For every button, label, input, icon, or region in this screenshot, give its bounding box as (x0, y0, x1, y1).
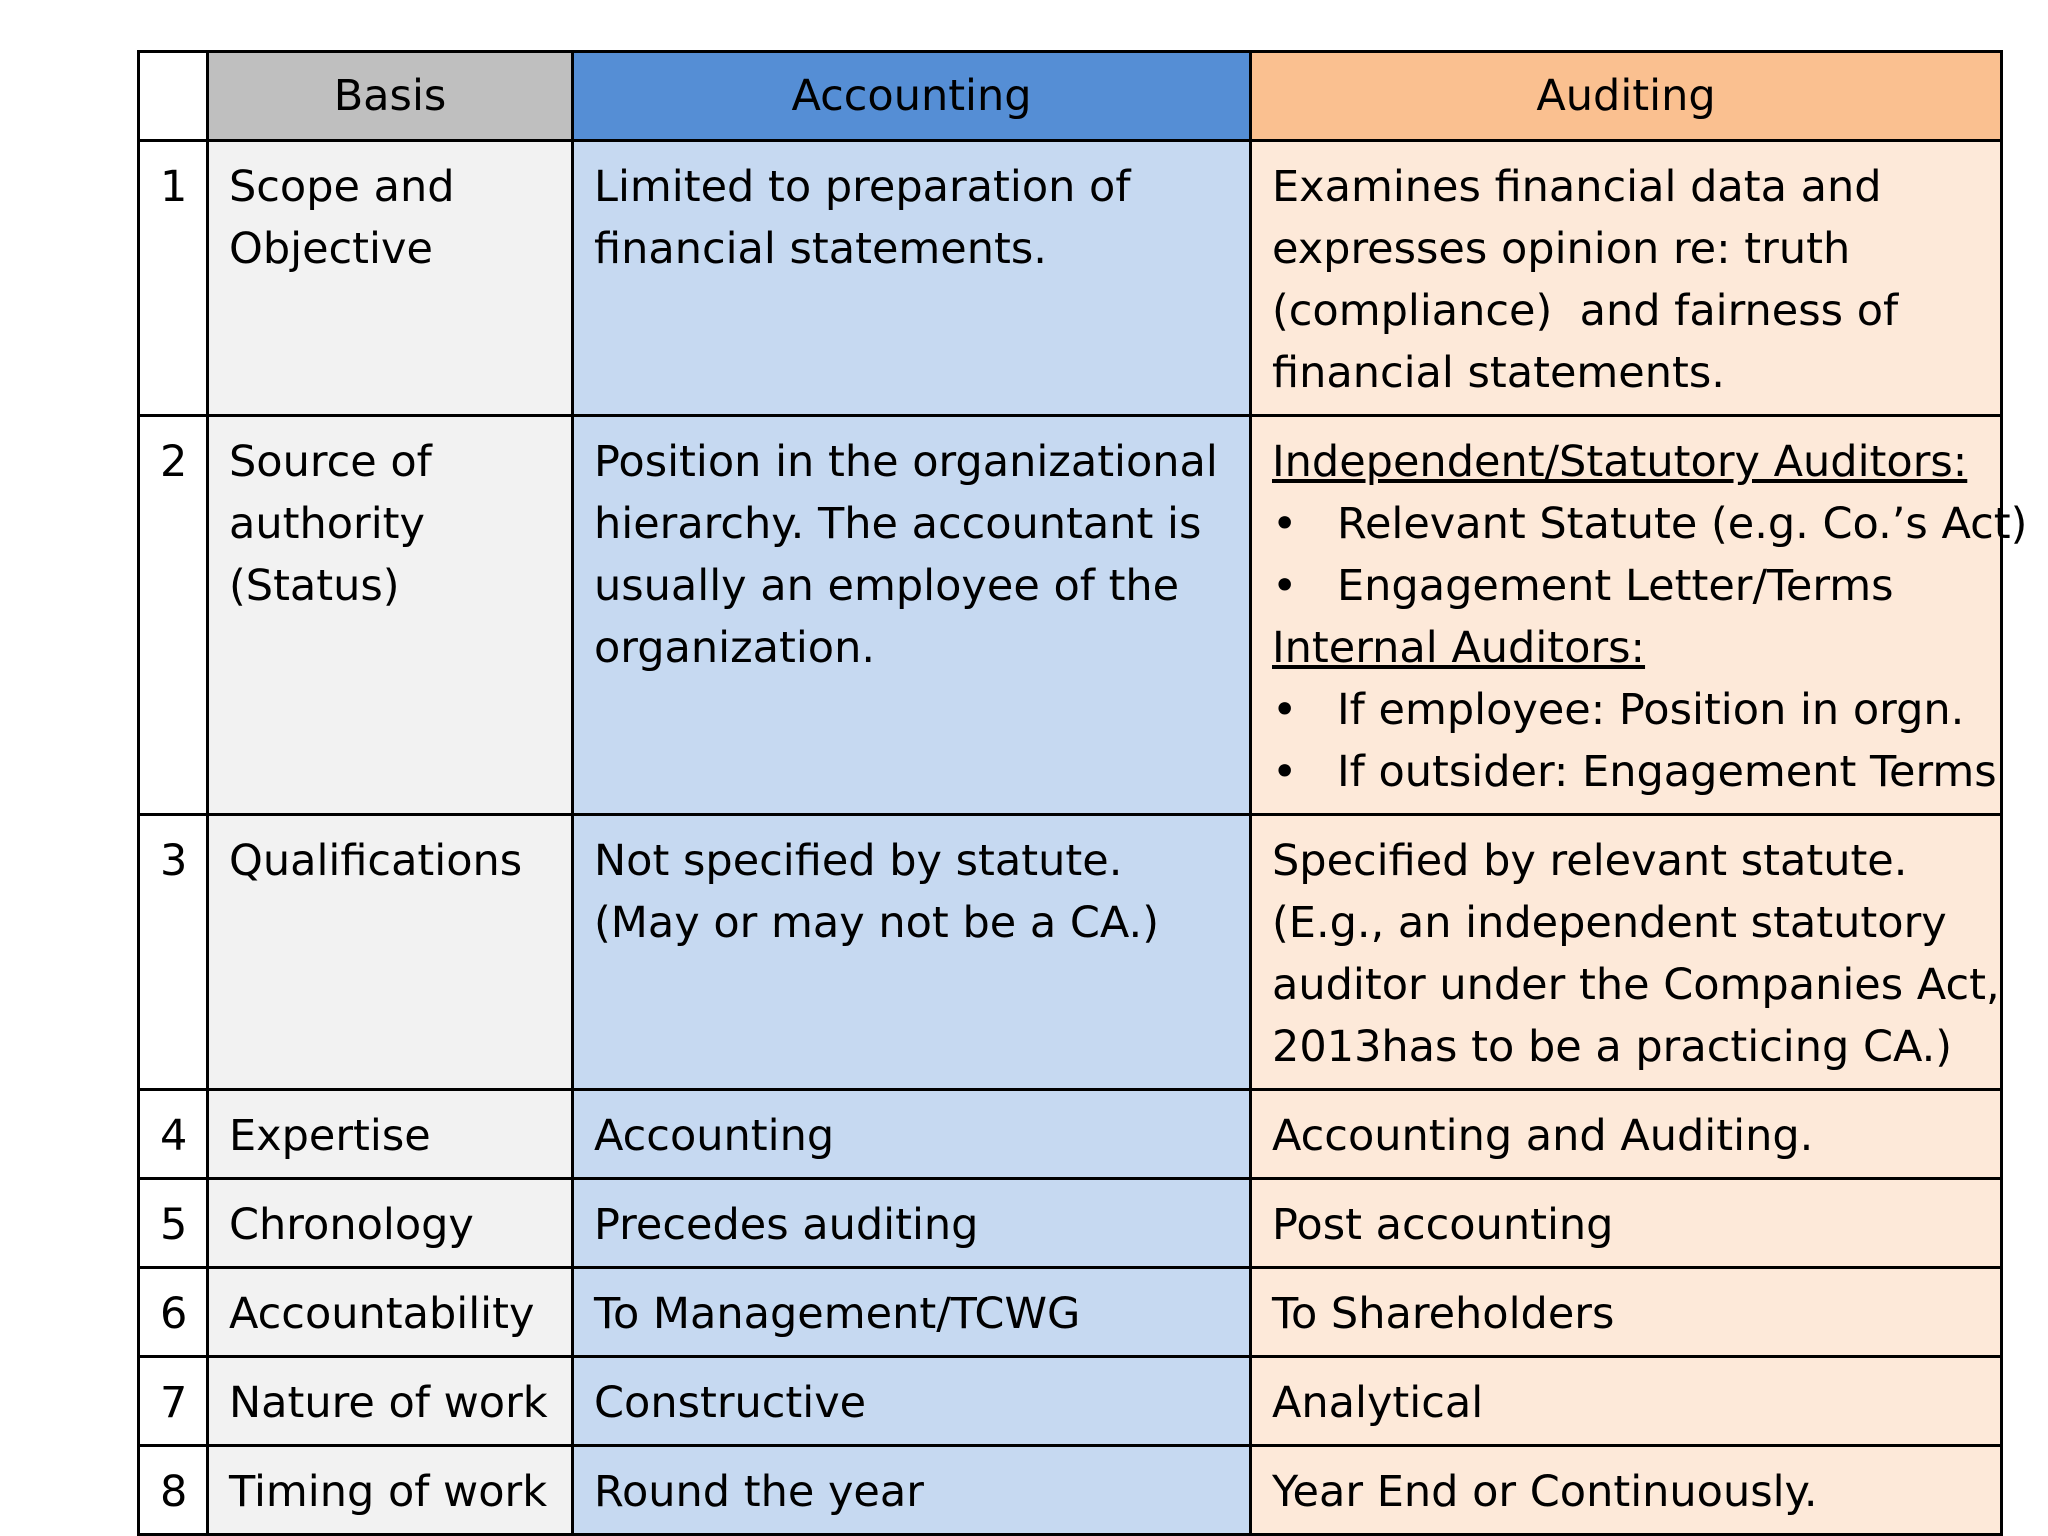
bullet-dot: • (1272, 747, 1298, 797)
row-number: 8 (139, 1446, 208, 1535)
auditing-cell (1251, 416, 2028, 815)
accounting-line: financial statements. (594, 224, 1047, 274)
row-number: 1 (139, 141, 208, 416)
auditing-bullet (1272, 493, 2028, 555)
bullet-text: Relevant Statute (e.g. Co.’s Act) (1337, 499, 2028, 549)
auditing-cell: Analytical (1251, 1357, 2002, 1446)
accounting-cell (573, 141, 1251, 416)
header-accounting: Accounting (573, 52, 1251, 141)
bullet-text: Engagement Letter/Terms (1337, 561, 1894, 611)
accounting-cell (573, 416, 1251, 815)
table-row (139, 141, 2002, 416)
auditing-line: 2013has to be a practicing CA.) (1272, 1022, 1953, 1072)
basis-cell: Accountability (208, 1268, 573, 1357)
row-number: 6 (139, 1268, 208, 1357)
auditing-cell: To Shareholders (1251, 1268, 2002, 1357)
accounting-line: Not specified by statute. (594, 836, 1123, 886)
auditing-cell: Post accounting (1251, 1179, 2002, 1268)
auditing-cell: Accounting and Auditing. (1251, 1090, 2002, 1179)
bullet-dot: • (1272, 685, 1298, 735)
accounting-cell (573, 815, 1251, 1090)
basis-line: (Status) (229, 561, 400, 611)
basis-cell: Chronology (208, 1179, 573, 1268)
auditing-subheading-internal: Internal Auditors: (1272, 623, 1646, 673)
accounting-line: Limited to preparation of (594, 162, 1131, 212)
basis-cell: Timing of work (208, 1446, 573, 1535)
bullet-dot: • (1272, 561, 1298, 611)
header-basis: Basis (208, 52, 573, 141)
accounting-line: hierarchy. The accountant is (594, 499, 1202, 549)
basis-line: Scope and (229, 162, 455, 212)
auditing-cell (1251, 815, 2002, 1090)
auditing-bullet (1272, 555, 1980, 617)
table-row (139, 1357, 2002, 1446)
auditing-line: auditor under the Companies Act, (1272, 960, 2000, 1010)
basis-line: authority (229, 499, 425, 549)
basis-cell: Expertise (208, 1090, 573, 1179)
auditing-line: (compliance) and fairness of (1272, 286, 1899, 336)
header-row (139, 52, 2002, 141)
accounting-cell: Precedes auditing (573, 1179, 1251, 1268)
basis-cell (208, 141, 573, 416)
basis-cell (208, 416, 573, 815)
auditing-subheading-independent: Independent/Statutory Auditors: (1272, 437, 1968, 487)
auditing-line: Examines financial data and (1272, 162, 1882, 212)
accounting-cell: To Management/TCWG (573, 1268, 1251, 1357)
auditing-line: Specified by relevant statute. (1272, 836, 1908, 886)
table-row (139, 416, 2002, 815)
auditing-line: financial statements. (1272, 348, 1725, 398)
row-number: 5 (139, 1179, 208, 1268)
accounting-line: organization. (594, 623, 876, 673)
row-number: 2 (139, 416, 208, 815)
accounting-line: (May or may not be a CA.) (594, 898, 1160, 948)
table-row (139, 815, 2002, 1090)
auditing-bullet (1272, 741, 1997, 803)
row-number: 3 (139, 815, 208, 1090)
row-number: 4 (139, 1090, 208, 1179)
basis-line: Objective (229, 224, 433, 274)
auditing-cell (1251, 141, 2002, 416)
comparison-table (137, 50, 2028, 1536)
row-number: 7 (139, 1357, 208, 1446)
bullet-dot: • (1272, 499, 1298, 549)
basis-cell (208, 815, 573, 1090)
basis-line: Qualifications (229, 836, 523, 886)
table-row (139, 1268, 2002, 1357)
basis-line: Source of (229, 437, 432, 487)
accounting-line: usually an employee of the (594, 561, 1180, 611)
header-auditing: Auditing (1251, 52, 2002, 141)
accounting-cell: Accounting (573, 1090, 1251, 1179)
auditing-bullet (1272, 679, 1980, 741)
accounting-line: Position in the organizational (594, 437, 1218, 487)
auditing-line: (E.g., an independent statutory (1272, 898, 1947, 948)
bullet-text: If outsider: Engagement Terms (1337, 747, 1997, 797)
table-row (139, 1090, 2002, 1179)
auditing-line: expresses opinion re: truth (1272, 224, 1851, 274)
bullet-text: If employee: Position in orgn. (1337, 685, 1965, 735)
auditing-cell: Year End or Continuously. (1251, 1446, 2002, 1535)
accounting-cell: Round the year (573, 1446, 1251, 1535)
table-row (139, 1446, 2002, 1535)
table-row (139, 1179, 2002, 1268)
accounting-cell: Constructive (573, 1357, 1251, 1446)
header-number (139, 52, 208, 141)
basis-cell: Nature of work (208, 1357, 573, 1446)
